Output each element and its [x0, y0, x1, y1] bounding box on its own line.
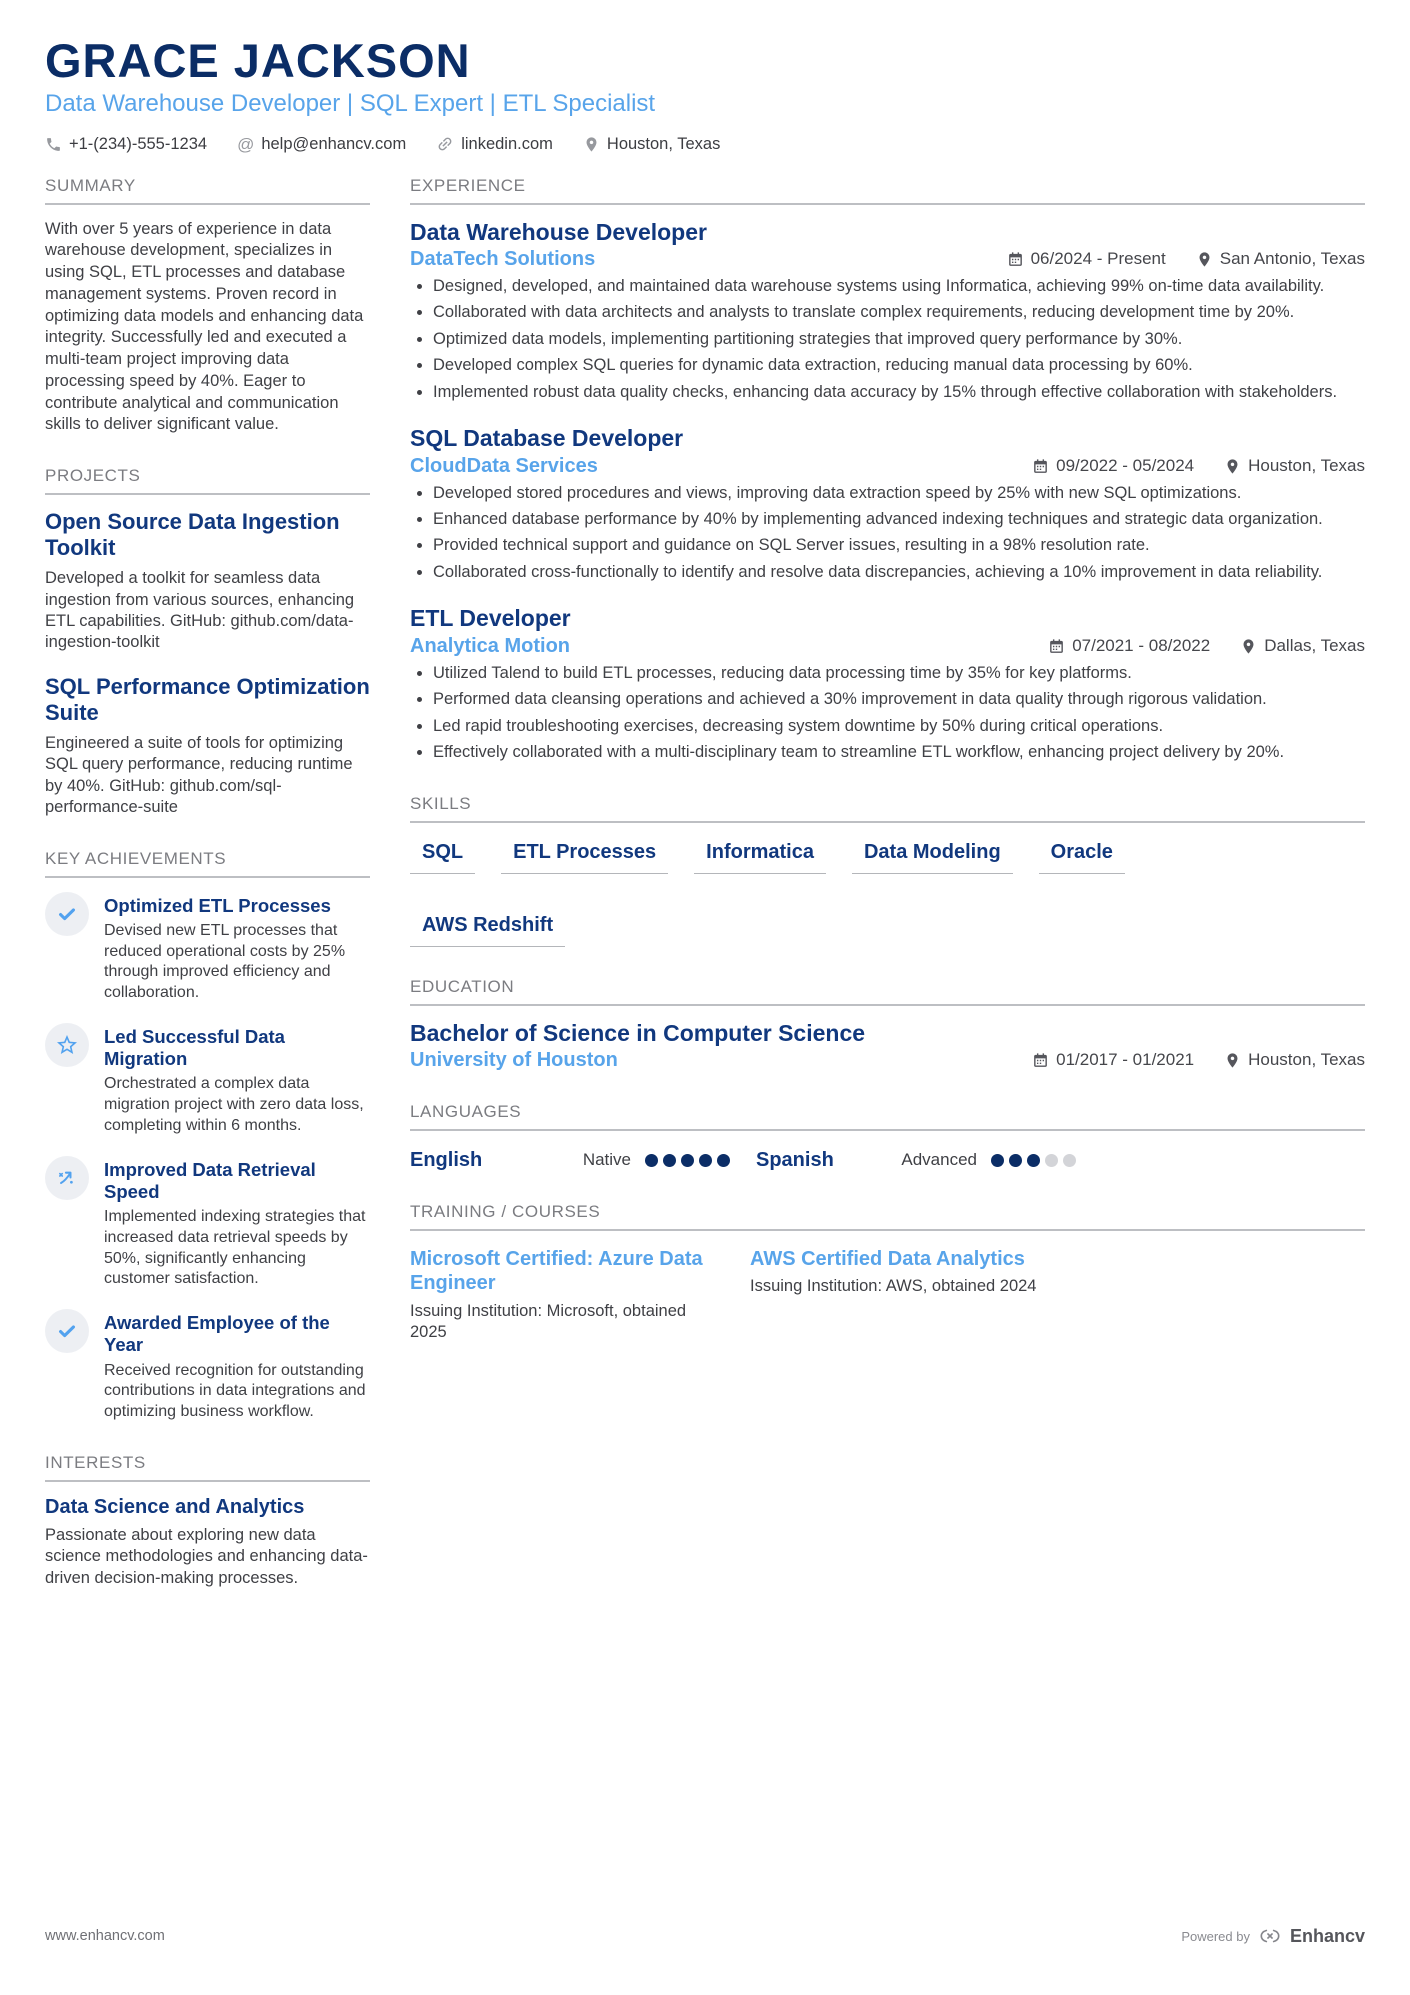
- course-title: AWS Certified Data Analytics: [750, 1247, 1025, 1270]
- summary-section: [45, 176, 370, 437]
- projects-list: [45, 509, 370, 818]
- education-meta-row: [410, 1049, 1365, 1072]
- check-icon: [56, 903, 78, 925]
- project-description: Engineered a suite of tools for optimizing SQL query performance, reducing runtime by 40%. GitHub: github.com/sql-performance-suite: [45, 733, 353, 817]
- achievement-item: [45, 1309, 370, 1423]
- phone-icon: [45, 136, 62, 153]
- achievements-heading: KEY ACHIEVEMENTS: [45, 849, 370, 878]
- language-name: Spanish: [756, 1148, 834, 1171]
- languages-list: [410, 1145, 1365, 1172]
- project-item: [45, 509, 370, 654]
- contact-row: [45, 135, 1365, 154]
- project-description: Developed a toolkit for seamless data ingestion from various sources, enhancing ETL capabilities. GitHub: github.com/data-ingestion-toolkit: [45, 569, 355, 652]
- skills-heading: SKILLS: [410, 794, 1365, 823]
- achievement-title: Awarded Employee of the Year: [104, 1312, 330, 1356]
- achievement-item: [45, 892, 370, 1004]
- education-dates: [1032, 1050, 1194, 1070]
- projects-section: [45, 466, 370, 818]
- skills-section: [410, 794, 1365, 947]
- job-entry: [410, 425, 1365, 583]
- skill-tag: Data Modeling: [852, 841, 1013, 874]
- degree-title: Bachelor of Science in Computer Science: [410, 1019, 866, 1046]
- summary-heading: SUMMARY: [45, 176, 370, 205]
- interests-list: [45, 1496, 370, 1589]
- language-level: Advanced: [901, 1150, 977, 1170]
- calendar-icon: [1048, 638, 1065, 655]
- proficiency-dot-filled: [1009, 1154, 1022, 1167]
- left-column: [45, 176, 370, 1620]
- language-name: English: [410, 1148, 483, 1171]
- experience-bullet: • Provided technical support and guidance on SQL Server issues, resulting in a 98% resolution rate.: [433, 535, 1365, 556]
- job-bullets: [410, 276, 1365, 403]
- interests-section: [45, 1453, 370, 1589]
- languages-heading: LANGUAGES: [410, 1102, 1365, 1131]
- language-proficiency-dots: [645, 1154, 730, 1167]
- course-item: [750, 1247, 1365, 1344]
- job-dates: [1032, 456, 1194, 476]
- job-dates-text: 09/2022 - 05/2024: [1056, 456, 1195, 476]
- achievement-description: Devised new ETL processes that reduced operational costs by 25% through improved efficiency and collaboration.: [104, 921, 346, 1002]
- achievement-item: [45, 1023, 370, 1137]
- project-title: SQL Performance Optimization Suite: [45, 673, 370, 725]
- language-level: Native: [582, 1150, 631, 1170]
- calendar-icon: [1007, 251, 1024, 268]
- achievement-title: Optimized ETL Processes: [104, 894, 331, 916]
- language-item: [410, 1149, 730, 1172]
- company-name: CloudData Services: [410, 454, 598, 477]
- location-pin-icon: [1224, 458, 1241, 475]
- right-column: [410, 176, 1365, 1620]
- achievement-description: Orchestrated a complex data migration project with zero data loss, completing within 6 months.: [104, 1075, 364, 1134]
- language-proficiency-dots: [991, 1154, 1076, 1167]
- job-location-text: Dallas, Texas: [1264, 636, 1365, 656]
- skill-tag: SQL: [410, 841, 475, 874]
- interest-description: Passionate about exploring new data science methodologies and enhancing data-driven decision-making processes.: [45, 1525, 368, 1587]
- experience-section: [410, 176, 1365, 764]
- experience-bullet: • Led rapid troubleshooting exercises, decreasing system downtime by 50% during critical operations.: [433, 716, 1365, 737]
- job-meta: [1007, 249, 1365, 269]
- languages-section: [410, 1102, 1365, 1172]
- project-item: [45, 674, 370, 819]
- job-meta-row: [410, 248, 1365, 271]
- interest-title: Data Science and Analytics: [45, 1495, 305, 1518]
- achievement-title: Led Successful Data Migration: [104, 1025, 285, 1070]
- enhancv-brand-text: Enhancv: [1289, 1925, 1365, 1946]
- achievements-section: [45, 849, 370, 1423]
- achievement-description: Implemented indexing strategies that increased data retrieval speeds by 50%, significantly enhancing customer satisfaction.: [104, 1208, 366, 1288]
- calendar-icon: [1032, 1052, 1049, 1069]
- education-location-text: Houston, Texas: [1248, 1050, 1365, 1070]
- experience-bullet: • Effectively collaborated with a multi-disciplinary team to streamline ETL workflow, enhancing project delivery by 20%.: [433, 742, 1365, 763]
- company-name: DataTech Solutions: [410, 247, 596, 270]
- school-name: University of Houston: [410, 1048, 618, 1071]
- experience-bullet: • Designed, developed, and maintained data warehouse systems using Informatica, achieving 99% on-time data availability.: [433, 276, 1365, 297]
- course-item: [410, 1247, 710, 1344]
- achievement-body: [104, 1309, 370, 1423]
- education-heading: EDUCATION: [410, 977, 1365, 1006]
- job-dates: [1007, 249, 1166, 269]
- location-pin-icon: [583, 136, 600, 153]
- experience-bullet: • Performed data cleansing operations and achieved a 30% improvement in data quality through rigorous validation.: [433, 689, 1365, 710]
- experience-bullet: • Implemented robust data quality checks, enhancing data accuracy by 15% through effective collaboration with stakeholders.: [433, 382, 1365, 403]
- content-columns: [45, 176, 1365, 1620]
- job-location-text: San Antonio, Texas: [1219, 249, 1365, 269]
- job-meta-row: [410, 455, 1365, 478]
- education-dates-text: 01/2017 - 01/2021: [1056, 1050, 1195, 1070]
- job-location: [1240, 636, 1365, 656]
- check-icon: [56, 1320, 78, 1342]
- proficiency-dot-filled: [645, 1154, 658, 1167]
- powered-by: [1181, 1925, 1365, 1947]
- achievement-body: [104, 892, 370, 1004]
- job-meta: [1048, 636, 1365, 656]
- job-entry: [410, 605, 1365, 763]
- experience-bullet: • Optimized data models, implementing partitioning strategies that improved query performance by 30%.: [433, 329, 1365, 350]
- experience-bullet: • Developed stored procedures and views, improving data extraction speed by 25% with new SQL optimizations.: [433, 483, 1365, 504]
- achievement-body: [104, 1023, 370, 1137]
- achievement-icon-circle: [45, 1023, 89, 1067]
- language-item: [756, 1149, 1076, 1172]
- skills-list: [410, 837, 1365, 947]
- achievement-icon-circle: [45, 1156, 89, 1200]
- job-location: [1196, 249, 1365, 269]
- education-meta: [1032, 1050, 1365, 1070]
- experience-heading: EXPERIENCE: [410, 176, 1365, 205]
- contact-location: [583, 135, 720, 154]
- enhancv-website-link[interactable]: www.enhancv.com: [45, 1928, 165, 1944]
- contact-phone-text: +1-(234)-555-1234: [69, 134, 208, 153]
- interest-item: [45, 1496, 370, 1589]
- achievement-icon-circle: [45, 892, 89, 936]
- job-dates-text: 06/2024 - Present: [1030, 249, 1166, 269]
- job-location-text: Houston, Texas: [1248, 456, 1365, 476]
- star-icon: [55, 1033, 79, 1057]
- skill-tag: Informatica: [694, 841, 826, 874]
- achievement-icon-circle: [45, 1309, 89, 1353]
- skill-tag: AWS Redshift: [410, 914, 565, 947]
- education-location: [1224, 1050, 1365, 1070]
- contact-location-text: Houston, Texas: [606, 134, 721, 153]
- link-icon: [432, 131, 457, 156]
- proficiency-dot-empty: [1063, 1154, 1076, 1167]
- experience-bullet: • Collaborated cross-functionally to identify and resolve data discrepancies, achieving a 10% improvement in data reliability.: [433, 562, 1365, 583]
- achievements-list: [45, 892, 370, 1423]
- course-description: Issuing Institution: AWS, obtained 2024: [750, 1277, 1037, 1296]
- contact-email[interactable]: [237, 135, 406, 154]
- summary-text: With over 5 years of experience in data warehouse development, specializes in using SQL, ETL processes and database management systems. Proven record in optimizing data models and enhancing data integrity. Successfully led and executed a multi-team project improving data processing speed by 40%. Eager to contribute analytical and communication skills to deliver significant value.: [45, 219, 364, 434]
- proficiency-dot-filled: [699, 1154, 712, 1167]
- headline: Data Warehouse Developer | SQL Expert | ETL Specialist: [45, 89, 656, 117]
- experience-bullet: • Developed complex SQL queries for dynamic data extraction, reducing manual data processing by 60%.: [433, 355, 1365, 376]
- course-title: Microsoft Certified: Azure Data Engineer: [410, 1247, 703, 1295]
- proficiency-dot-filled: [681, 1154, 694, 1167]
- contact-email-text: help@enhancv.com: [261, 134, 407, 153]
- skill-tag: ETL Processes: [501, 841, 668, 874]
- courses-heading: TRAINING / COURSES: [410, 1202, 1365, 1231]
- at-icon: [237, 136, 254, 153]
- interests-heading: INTERESTS: [45, 1453, 370, 1482]
- job-title: ETL Developer: [410, 605, 571, 632]
- job-entry: [410, 219, 1365, 404]
- experience-bullet: • Enhanced database performance by 40% by implementing advanced indexing techniques and strategic data organization.: [433, 509, 1365, 530]
- job-title: Data Warehouse Developer: [410, 218, 707, 245]
- job-bullets: [410, 663, 1365, 764]
- location-pin-icon: [1240, 638, 1257, 655]
- project-title: Open Source Data Ingestion Toolkit: [45, 509, 340, 561]
- job-dates-text: 07/2021 - 08/2022: [1072, 636, 1211, 656]
- experience-bullet: • Utilized Talend to build ETL processes, reducing data processing time by 35% for key platforms.: [433, 663, 1365, 684]
- course-description: Issuing Institution: Microsoft, obtained 2025: [410, 1301, 687, 1342]
- achievement-description: Received recognition for outstanding contributions in data integrations and optimizing business workflow.: [104, 1361, 366, 1421]
- job-meta: [1032, 456, 1365, 476]
- location-pin-icon: [1196, 251, 1213, 268]
- achievement-title: Improved Data Retrieval Speed: [104, 1158, 316, 1202]
- proficiency-dot-filled: [717, 1154, 730, 1167]
- job-title: SQL Database Developer: [410, 425, 684, 452]
- contact-link[interactable]: [436, 135, 553, 154]
- achievement-item: [45, 1156, 370, 1291]
- proficiency-dot-empty: [1045, 1154, 1058, 1167]
- location-pin-icon: [1224, 1052, 1241, 1069]
- proficiency-dot-filled: [1027, 1154, 1040, 1167]
- proficiency-dot-filled: [663, 1154, 676, 1167]
- trend-arrow-icon: [56, 1167, 78, 1189]
- education-section: [410, 977, 1365, 1072]
- header: [45, 36, 1365, 154]
- powered-by-label: Powered by: [1181, 1928, 1250, 1944]
- courses-list: [410, 1245, 1365, 1344]
- proficiency-dot-filled: [991, 1154, 1004, 1167]
- job-bullets: [410, 483, 1365, 584]
- achievement-body: [104, 1156, 370, 1291]
- page-footer: [45, 1925, 1365, 1947]
- projects-heading: PROJECTS: [45, 466, 370, 495]
- job-meta-row: [410, 635, 1365, 658]
- jobs-list: [410, 219, 1365, 764]
- calendar-icon: [1032, 458, 1049, 475]
- contact-link-text: linkedin.com: [461, 134, 553, 153]
- person-name: GRACE JACKSON: [45, 34, 471, 87]
- contact-phone: [45, 135, 207, 154]
- experience-bullet: • Collaborated with data architects and analysts to translate complex requirements, reducing development time by 20%.: [433, 302, 1365, 323]
- job-location: [1224, 456, 1365, 476]
- company-name: Analytica Motion: [410, 634, 571, 657]
- courses-section: [410, 1202, 1365, 1344]
- enhancv-logo-icon: [1259, 1925, 1281, 1947]
- skill-tag: Oracle: [1039, 841, 1125, 874]
- job-dates: [1048, 636, 1210, 656]
